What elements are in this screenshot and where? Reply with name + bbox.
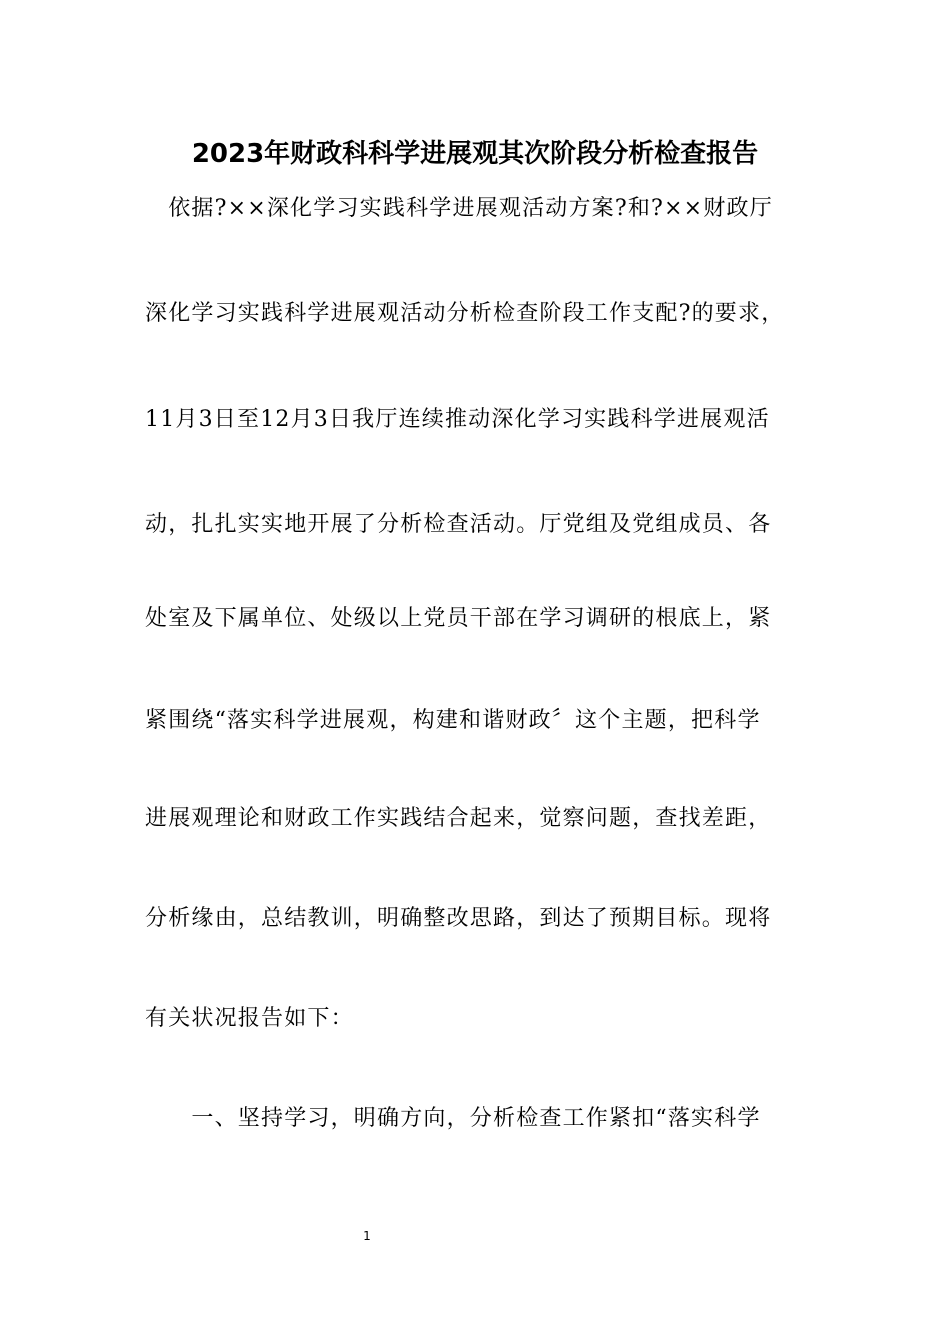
paragraph-line: 深化学习实践科学进展观活动分析检查阶段工作支配?的要求，: [145, 301, 785, 326]
paragraph-line: 依据?××深化学习实践科学进展观活动方案?和?××财政厅: [145, 196, 773, 221]
document-title: 2023年财政科科学进展观其次阶段分析检查报告: [191, 139, 759, 169]
paragraph-line: 有关状况报告如下：: [145, 1006, 354, 1031]
paragraph-line: 处室及下属单位、处级以上党员干部在学习调研的根底上，紧: [145, 606, 772, 631]
paragraph-line: 一、坚持学习，明确方向，分析检查工作紧扣“落实科学: [145, 1106, 761, 1131]
page-number: 1: [363, 1229, 371, 1243]
paragraph-line: 动，扎扎实实地开展了分析检查活动。厅党组及党组成员、各: [145, 512, 772, 537]
paragraph-line: 11月3日至12月3日我厅连续推动深化学习实践科学进展观活: [145, 407, 770, 432]
paragraph-line: 进展观理论和财政工作实践结合起来，觉察问题，查找差距，: [145, 806, 772, 831]
paragraph-line: 分析缘由，总结教训，明确整改思路，到达了预期目标。现将: [145, 906, 772, 931]
paragraph-line: 紧围绕“落实科学进展观，构建和谐财政〞这个主题，把科学: [145, 708, 761, 733]
